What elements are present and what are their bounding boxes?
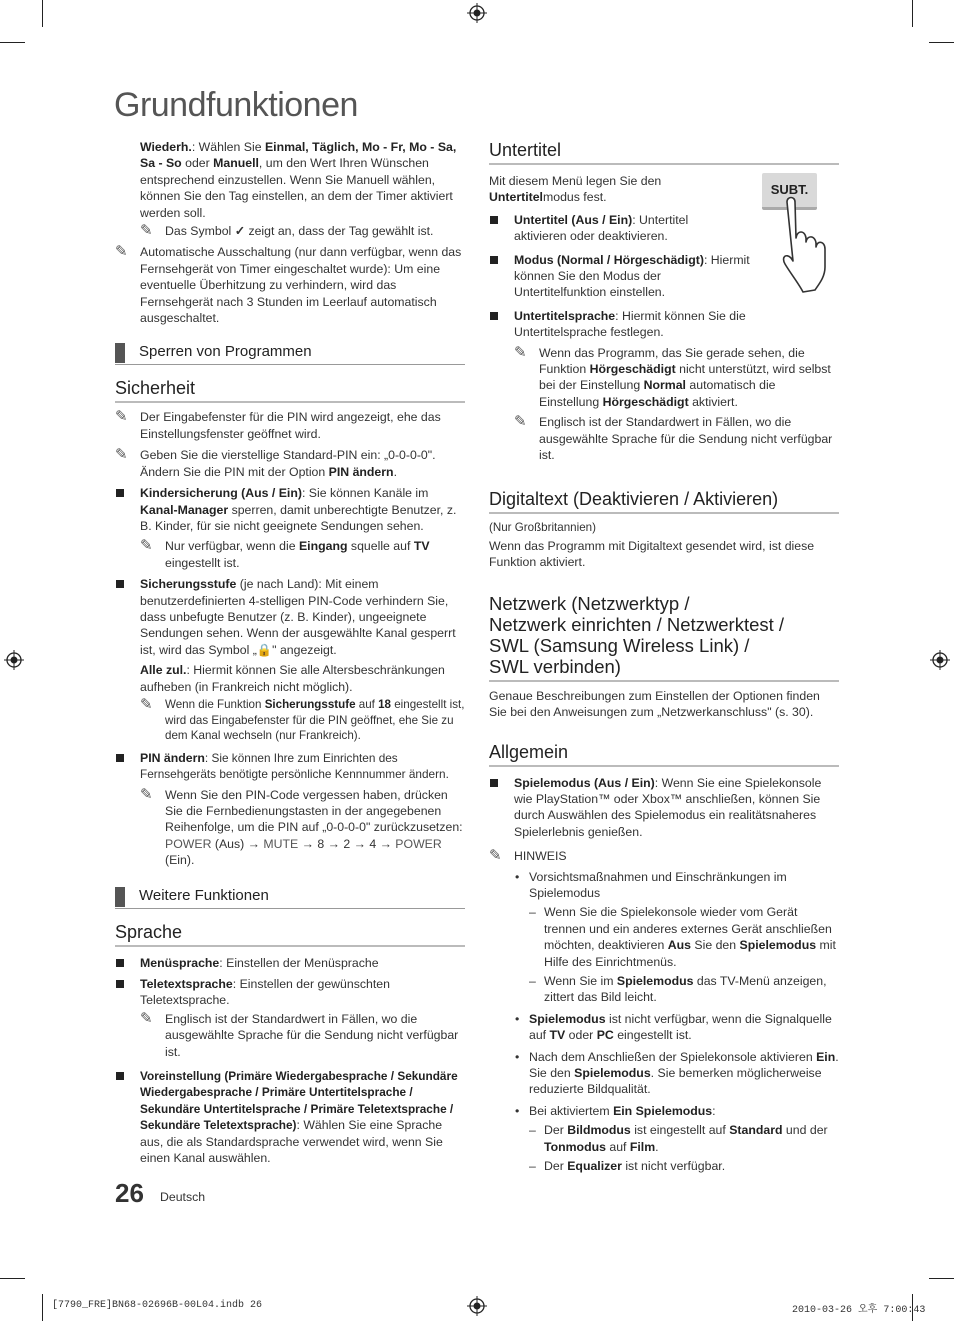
heading-netzwerk: Netzwerk (Netzwerktyp / Netzwerk einrichten / Netzwerktest / SWL (Samsung Wireless Link) / SWL verbinden): [489, 593, 839, 682]
subt-button: SUBT.: [762, 173, 817, 210]
list-item-modus: Modus (Normal / Hörgeschädigt): Hiermit können Sie den Modus der Untertitelfunktion einstellen.: [489, 252, 754, 301]
teletext-note: ✎ Englisch ist der Standardwert in Fällen, wo die ausgewählte Sprache für die Sendung nicht verfügbar ist.: [140, 1009, 459, 1059]
heading-sicherheit: Sicherheit: [115, 377, 465, 403]
note-pencil-icon: ✎: [115, 408, 128, 426]
lock-icon: 🔒: [256, 642, 273, 657]
note-pencil-icon: ✎: [140, 222, 153, 240]
hinweis-block: [489, 848, 839, 1174]
crop-mark: [42, 1294, 43, 1321]
note-pencil-icon: ✎: [115, 243, 128, 261]
section-heading: Weitere Funktionen: [115, 886, 465, 909]
list-item: – Wenn Sie im Spielemodus das TV-Menü anzeigen, zittert das Bild leicht.: [529, 973, 839, 1006]
registration-mark-icon: [930, 650, 950, 670]
pointing-hand-icon: [779, 194, 839, 294]
registration-mark-icon: [467, 3, 487, 23]
list-item: • Nach dem Anschließen der Spielekonsole aktivieren Ein. Sie den Spielemodus. Sie bemerken möglicherweise reduzierte Bildqualität.: [514, 1049, 839, 1098]
list-item-kindersicherung: Kindersicherung (Aus / Ein): Sie können Kanäle im Kanal-Manager sperren, damit unberechtigte Benutzer, z. B. Kinder, für sie nicht geeignete Sendungen sehen. ✎ Nur verfügbar, wenn die Eingang squelle auf TV eingestellt ist.: [115, 485, 465, 571]
note-pencil-icon: ✎: [514, 343, 527, 361]
page-number: 26: [115, 1178, 144, 1208]
footer-file-slug: [7790_FRE]BN68-02696B-00L04.indb 26: [52, 1300, 263, 1311]
registration-mark-icon: [467, 1296, 487, 1316]
note-pencil-icon: ✎: [140, 537, 153, 555]
note-pencil-icon: ✎: [115, 446, 128, 464]
untertitel-note-1: ✎ Wenn das Programm, das Sie gerade sehen, die Funktion Hörgeschädigt nicht unterstützt, wird selbst bei der Einstellung Normal automatisch die Einstellung Hörgeschädigt aktiviert.: [514, 343, 831, 409]
digitaltext-small: (Nur Großbritannien): [489, 520, 596, 534]
list-item: – Wenn Sie die Spielekonsole wieder vom Gerät trennen und ein anderes externes Gerät anschließen möchten, deaktivieren Aus Sie den Spielemodus mit Hilfe des Einrichtmenüs.: [529, 904, 839, 970]
heading-untertitel: Untertitel: [489, 139, 839, 165]
wiederh-paragraph: Wiederh.: Wählen Sie Einmal, Täglich, Mo - Fr, Mo - Sa, Sa - So oder Manuell, um den Wert Ihren Wünschen entsprechend einzustellen. Wenn Sie Manuell wählen, können Sie den Tag einstellen, an dem der Timer aktiviert werden soll.: [140, 140, 457, 220]
note-pencil-icon: ✎: [140, 695, 153, 713]
registration-mark-icon: [4, 650, 24, 670]
list-item-sicherungsstufe: Sicherungsstufe (je nach Land): Mit einem benutzerdefinierten 4-stelligen PIN-Code verhindern Sie, dass unbefugte Benutzer (z. B. Kinder), ungeeignete Sendungen sehen. Wenn der ausgewählte Kanal gesperrt ist, wird das Symbol „🔒" angezeigt. Alle zul.: Hiermit können Sie alle Altersbeschränkungen aufheben (in Frankreich nicht möglich). ✎ Wenn die Funktion Sicherungsstufe auf 18 eingestellt ist, wird das Eingabefenster für die PIN geöffnet, ehe Sie zu dem Kanal wechseln (nur Frankreich).: [115, 576, 465, 744]
list-item-untertitelsprache: Untertitelsprache: Hiermit können Sie die Untertitelsprache festlegen. ✎ Wenn das Programm, das Sie gerade sehen, die Funktion Hörgeschädigt nicht unterstützt, wird selbst bei der Einstellung Normal automatisch die Einstellung Hörgeschädigt aktiviert. ✎ Englisch ist der Standardwert in Fällen, wo die ausgewählte Sprache für die Sendung nicht verfügbar ist.: [489, 308, 839, 464]
list-item: – Der Equalizer ist nicht verfügbar.: [529, 1158, 839, 1174]
list-item-untertitel-aus-ein: Untertitel (Aus / Ein): Untertitel aktivieren oder deaktivieren.: [489, 212, 734, 245]
note-pencil-icon: ✎: [140, 1009, 153, 1027]
pin-note-2: ✎ Geben Sie die vierstellige Standard-PIN ein: „0-0-0-0". Ändern Sie die PIN mit der Option PIN ändern.: [115, 446, 436, 479]
note-pencil-icon: ✎: [514, 413, 527, 431]
netzwerk-text: Genaue Beschreibungen zum Einstellen der Optionen finden Sie bei den Anweisungen zum „Netzwerkanschluss" (s. 30).: [489, 688, 820, 720]
crop-mark: [42, 0, 43, 27]
kinder-note: ✎ Nur verfügbar, wenn die Eingang squelle auf TV eingestellt ist.: [140, 537, 430, 570]
pin-reset-note: ✎ Wenn Sie den PIN-Code vergessen haben, drücken Sie die Fernbedienungstasten in der angegebenen Reihenfolge, um die PIN auf „0-0-0-0" zurückzusetzen: POWER (Aus) → MUTE → 8 → 2 → 4 → POWER (Ein).: [140, 785, 463, 868]
hinweis-title: ✎ HINWEIS: [489, 847, 567, 865]
list-item: • Bei aktiviertem Ein Spielemodus: – Der Bildmodus ist eingestellt auf Standard und der Tonmodus auf Film. – Der Equalizer ist nicht verfügbar.: [514, 1103, 839, 1175]
section-heading: Sperren von Programmen: [115, 342, 465, 365]
hinweis-list: [489, 869, 839, 1175]
list-item: • Vorsichtsmaßnahmen und Einschränkungen im Spielemodus – Wenn Sie die Spielekonsole wieder vom Gerät trennen und ein anderes externes Gerät anschließen möchten, deaktivieren Aus Sie den Spielemodus mit Hilfe des Einrichtmenüs. – Wenn Sie im Spielemodus das TV-Menü anzeigen, zittert das Bild leicht.: [514, 869, 839, 1006]
untertitel-intro-text: Mit diesem Menü legen Sie den Untertitelmodus fest.: [489, 174, 662, 205]
page-language: Deutsch: [160, 1190, 206, 1204]
alle-zul-paragraph: Alle zul.: Hiermit können Sie alle Altersbeschränkungen aufheben (in Frankreich nicht möglich).: [140, 663, 445, 694]
wiederh-note: ✎ Das Symbol ✓ zeigt an, dass der Tag gewählt ist.: [140, 222, 434, 240]
list-item-teletextsprache: Teletextsprache: Einstellen der gewünschten Teletextsprache. ✎ Englisch ist der Standardwert in Fällen, wo die ausgewählte Sprache für die Sendung nicht verfügbar ist.: [115, 976, 465, 1060]
list-item-spielemodus: Spielemodus (Aus / Ein): Wenn Sie eine Spielekonsole wie PlayStation™ oder Xbox™ anschließen, können Sie durch Auswählen des Spielemodus ein realitätsnaheres Spielerlebnis genießen.: [489, 775, 839, 841]
pin-note-1: ✎ Der Eingabefenster für die PIN wird angezeigt, ehe das Einstellungsfenster geöffnet wird.: [115, 408, 441, 441]
page-title: Grundfunktionen: [114, 86, 358, 124]
auto-off-note: ✎ Automatische Ausschaltung (nur dann verfügbar, wenn das Fernsehgerät von Timer eingeschaltet wurde): Um eine eventuelle Überhitzung zu verhindern, wird das Fernsehgerät nach 3 Stunden im Leerlauf automatisch ausgeschaltet.: [115, 243, 462, 326]
digitaltext-text: Wenn das Programm mit Digitaltext gesendet wird, ist diese Funktion aktiviert.: [489, 538, 815, 570]
list-item: – Der Bildmodus ist eingestellt auf Standard und der Tonmodus auf Film.: [529, 1122, 839, 1155]
crop-mark: [0, 1278, 25, 1279]
crop-mark: [929, 1278, 954, 1279]
footer-date-slug: 2010-03-26 오후 7:00:43: [792, 1305, 926, 1316]
note-pencil-icon: ✎: [140, 785, 153, 803]
checkmark-icon: ✓: [234, 224, 246, 239]
heading-allgemein: Allgemein: [489, 741, 839, 767]
left-column: [115, 139, 465, 1166]
crop-mark: [929, 42, 954, 43]
right-column: [489, 139, 839, 1174]
heading-digitaltext: Digitaltext (Deaktivieren / Aktivieren): [489, 488, 839, 514]
list-item-menusprache: Menüsprache: Einstellen der Menüsprache: [115, 955, 465, 971]
wiederh-block: [115, 139, 465, 239]
untertitel-note-2: ✎ Englisch ist der Standardwert in Fällen, wo die ausgewählte Sprache für die Sendung nicht verfügbar ist.: [514, 413, 833, 463]
sicherungsstufe-note: ✎ Wenn die Funktion Sicherungsstufe auf 18 eingestellt ist, wird das Eingabefenster für die PIN geöffnet, ehe Sie zu dem Kanal wechseln (nur Frankreich).: [140, 695, 465, 743]
crop-mark: [0, 42, 25, 43]
list-item-voreinstellung: Voreinstellung (Primäre Wiedergabesprache / Sekundäre Wiedergabesprache / Primäre Untertitelsprache / Sekundäre Untertitelsprache / Primäre Teletextsprache / Sekundäre Teletextsprache): Wählen Sie eine Sprache aus, die als Standardsprache verwendet wird, wenn Sie einen Kanal auswählen.: [115, 1068, 465, 1166]
crop-mark: [912, 0, 913, 27]
list-item: • Spielemodus ist nicht verfügbar, wenn die Signalquelle auf TV oder PC eingestellt ist.: [514, 1011, 839, 1044]
heading-sprache: Sprache: [115, 921, 465, 947]
list-item-pin-aendern: PIN ändern: Sie können Ihre zum Einrichten des Fernsehgeräts benötigte persönliche Kennnummer ändern. ✎ Wenn Sie den PIN-Code vergessen haben, drücken Sie die Fernbedienungstasten in der angegebenen Reihenfolge, um die PIN auf „0-0-0-0" zurückzusetzen: POWER (Aus) → MUTE → 8 → 2 → 4 → POWER (Ein).: [115, 750, 465, 869]
note-pencil-icon: ✎: [489, 847, 502, 865]
